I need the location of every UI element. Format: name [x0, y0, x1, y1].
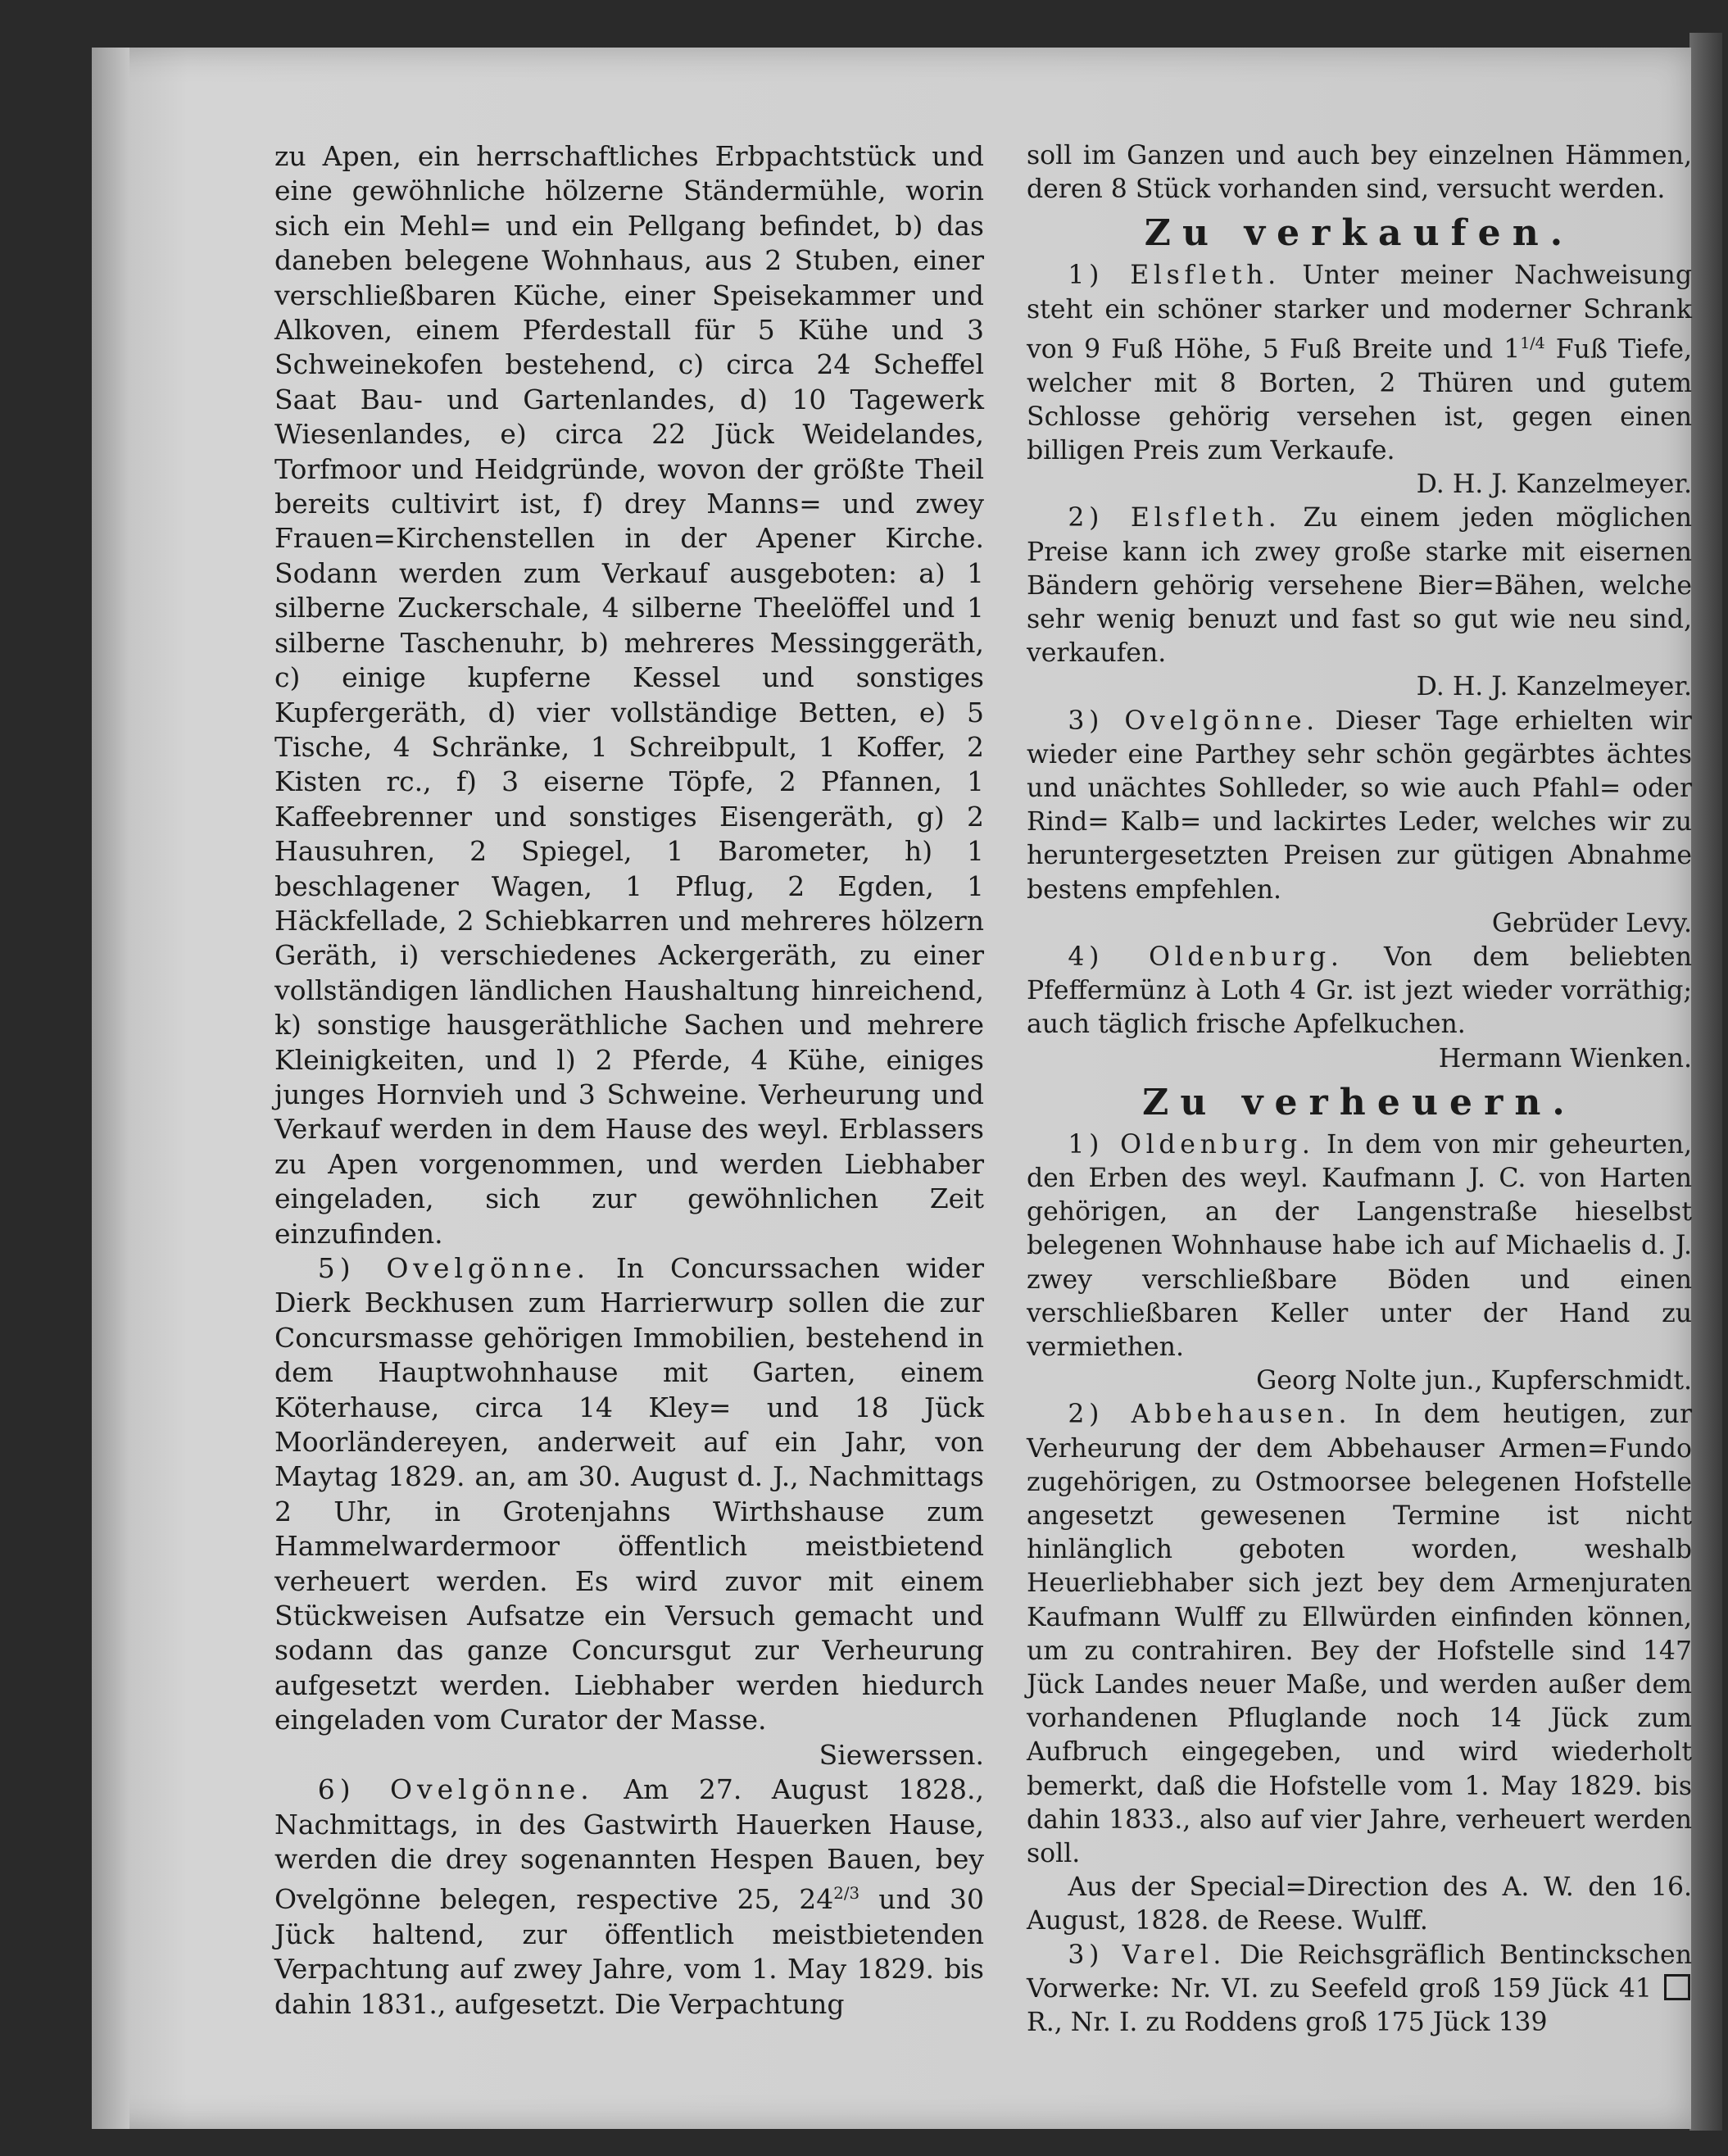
notice-5-signature: Siewerssen.	[819, 1738, 984, 1771]
sale-4-signature: Hermann Wienken.	[1438, 1043, 1692, 1073]
notice-6-text-b: und 30 Jück haltend, zur öffentlich meistbietenden Verpachtung auf zwey Jahre, vom 1. May 1829. bis dahin 1831., aufgesetzt. Die Verpachtung	[274, 1883, 984, 2020]
continuation-text: soll im Ganzen und auch bey einzelnen Hämmen, deren 8 Stück vorhanden sind, versucht werden.	[1027, 141, 1692, 205]
notice-6-place: 6) Ovelgönne.	[317, 1773, 594, 1806]
rent-1	[1027, 1128, 1692, 1364]
heading-zu-verkaufen: Zu verkaufen.	[1144, 212, 1575, 255]
rent-2-footer-a: Aus der Special=Direction des A. W. den 16. August, 1828.	[1027, 1872, 1692, 1936]
rent-1-place: 1) Oldenburg.	[1068, 1129, 1315, 1160]
rent-2-text: In dem heutigen, zur Verheurung der dem Abbehauser Armen=Fundo zugehörigen, zu Ostmoorsee belegenen Hofstelle angesetzt gewesenen Termine ist nicht hinlänglich geboten worden, weshalb Heuerliebhaber sich jezt bey dem Armenjuraten Kaufmann Wulff zu Ellwürden einfinden können, um zu contrahiren. Bey der Hofstelle sind 147 Jück Landes neuer Maße, und werden außer dem vorhandenen Pfluglande noch 14 Jück zum Aufbruch eingegeben, und wird wiederholt bemerkt, daß die Hofstelle vom 1. May 1829. bis dahin 1833., also auf vier Jahre, verheuert werden soll.	[1027, 1400, 1693, 1869]
sale-2-place: 2) Elsfleth.	[1068, 503, 1281, 533]
sale-2	[1027, 502, 1692, 670]
sale-1-text-a: Unter meiner Nachweisung steht ein schöner starker und moderner Schrank von 9 Fuß Höhe, 5 Fuß Breite und 1	[1027, 261, 1692, 365]
rent-2-footer-b: de Reese. Wulff.	[1217, 1906, 1428, 1936]
sale-1-place: 1) Elsfleth.	[1068, 261, 1281, 291]
sale-4-place: 4) Oldenburg.	[1068, 942, 1344, 972]
sale-3-place: 3) Ovelgönne.	[1068, 706, 1319, 736]
notice-5-text: In Concurssachen wider Dierk Beckhusen zum Harrierwurp sollen die zur Concursmasse gehörigen Immobilien, bestehend in dem Hauptwohnhause mit Garten, einem Köterhause, circa 14 Kley= und 18 Jück Moorländereyen, anderweit auf ein Jahr, von Maytag 1829. an, am 30. August d. J., Nachmittags 2 Uhr, in Grotenjahns Wirthshause zum Hammelwardermoor öffentlich meistbietend verheuert werden. Es wird zuvor mit einem Stückweisen Aufsatze ein Versuch gemacht und sodann das ganze Concursgut zur Verheurung aufgesetzt werden. Liebhaber werden hiedurch eingeladen vom Curator der Masse.	[274, 1252, 984, 1736]
rent-3	[1027, 1939, 1692, 2040]
page-left-margin-shadow	[92, 48, 129, 2129]
sale-1	[1027, 259, 1692, 468]
rent-1-signature: Georg Nolte jun., Kupferschmidt.	[1256, 1366, 1692, 1396]
sale-2-text: Zu einem jeden möglichen Preise kann ich zwey große starke mit eisernen Bändern gehörig versehene Bier=Bähen, welche sehr wenig benuzt und fast so gut wie neu sind, verkaufen.	[1027, 503, 1692, 669]
sale-3	[1027, 705, 1692, 907]
heading-zu-verheuern: Zu verheuern.	[1142, 1081, 1576, 1123]
left-column	[274, 139, 984, 2022]
sale-3-signature: Gebrüder Levy.	[1491, 908, 1692, 938]
sale-4-text: Von dem beliebten Pfeffermünz à Loth 4 Gr. ist jezt wieder vorräthig; auch täglich frische Apfelkuchen.	[1027, 942, 1692, 1040]
notice-6-text-a: Am 27. August 1828., Nachmittags, in des Gastwirth Hauerken Hause, werden die drey sogenannten Hespen Bauen, bey Ovelgönne belegen, respective 25, 24	[274, 1773, 984, 1916]
book-binding-edge	[1689, 33, 1722, 2131]
sale-4	[1027, 941, 1692, 1042]
rent-2	[1027, 1398, 1692, 1871]
rent-2-footer	[1027, 1871, 1692, 1938]
right-column	[1027, 139, 1692, 2040]
sale-3-text: Dieser Tage erhielten wir wieder eine Parthey sehr schön gegärbtes ächtes und unächtes Sohlleder, so wie auch Pfahl= oder Rind= Kalb= und lackirtes Leder, welches wir zu heruntergesetzten Preisen zur gütigen Abnahme bestens empfehlen.	[1027, 706, 1692, 905]
rent-3-text-a: Die Reichsgräflich Bentinckschen Vorwerke: Nr. VI. zu Seefeld groß 159 Jück 41	[1027, 1940, 1692, 2004]
square-rod-symbol-icon	[1664, 1974, 1690, 2000]
rent-2-place: 2) Abbehausen.	[1068, 1400, 1352, 1430]
sale-1-signature: D. H. J. Kanzelmeyer.	[1416, 470, 1692, 500]
sale-1-text-b: Fuß Tiefe, welcher mit 8 Borten, 2 Thüren und gutem Schlosse gehörig versehen ist, gegen einen billigen Preis zum Verkaufe.	[1027, 334, 1693, 465]
sale-2-signature: D. H. J. Kanzelmeyer.	[1416, 672, 1692, 702]
notice-5-place: 5) Ovelgönne.	[317, 1252, 591, 1284]
sale-1-fraction: 1/4	[1520, 334, 1545, 352]
notice-6-fraction: 2/3	[833, 1884, 860, 1904]
rent-3-place: 3) Varel.	[1068, 1940, 1227, 1970]
rent-1-text: In dem von mir geheurten, den Erben des weyl. Kaufmann J. C. von Harten gehörigen, an der Langenstraße hieselbst belegenen Wohnhause habe ich auf Michaelis d. J. zwey verschließbare Böden und einen verschließbaren Keller unter der Hand zu vermiethen.	[1027, 1129, 1693, 1362]
notice-5	[274, 1251, 984, 1738]
notice-6	[274, 1772, 984, 2022]
paragraph-apen: zu Apen, ein herrschaftliches Erbpachtstück und eine gewöhnliche hölzerne Ständermühle, worin sich ein Mehl= und ein Pellgang befindet, b) das daneben belegene Wohnhaus, aus 2 Stuben, einer verschließbaren Küche, einer Speisekammer und Alkoven, einem Pferdestall für 5 Kühe und 3 Schweinekofen bestehend, c) circa 24 Scheffel Saat Bau- und Gartenlandes, d) 10 Tagewerk Wiesenlandes, e) circa 22 Jück Weidelandes, Torfmoor und Heidgründe, wovon der größte Theil bereits cultivirt ist, f) drey Manns= und zwey Frauen=Kirchenstellen in der Apener Kirche. Sodann werden zum Verkauf ausgeboten: a) 1 silberne Zuckerschale, 4 silberne Theelöffel und 1 silberne Taschenuhr, b) mehreres Messinggeräth, c) einige kupferne Kessel und sonstiges Kupfergeräth, d) vier vollständige Betten, e) 5 Tische, 4 Schränke, 1 Schreibpult, 1 Koffer, 2 Kisten rc., f) 3 eiserne Töpfe, 2 Pfannen, 1 Kaffeebrenner und sonstiges Eisengeräth, g) 2 Hausuhren, 2 Spiegel, 1 Barometer, h) 1 beschlagener Wagen, 1 Pflug, 2 Egden, 1 Häckfellade, 2 Schiebkarren und mehreres hölzern Geräth, i) verschiedenes Ackergeräth, zu einer vollständigen ländlichen Haushaltung hinreichend, k) sonstige hausgeräthliche Sachen und mehrere Kleinigkeiten, und l) 2 Pferde, 4 Kühe, einiges junges Hornvieh und 3 Schweine. Verheurung und Verkauf werden in dem Hause des weyl. Erblassers zu Apen vorgenommen, und werden Liebhaber eingeladen, sich zur gewöhnlichen Zeit einzufinden.	[274, 140, 984, 1250]
rent-3-text-b: R., Nr. I. zu Roddens groß 175 Jück 139	[1027, 2008, 1548, 2038]
